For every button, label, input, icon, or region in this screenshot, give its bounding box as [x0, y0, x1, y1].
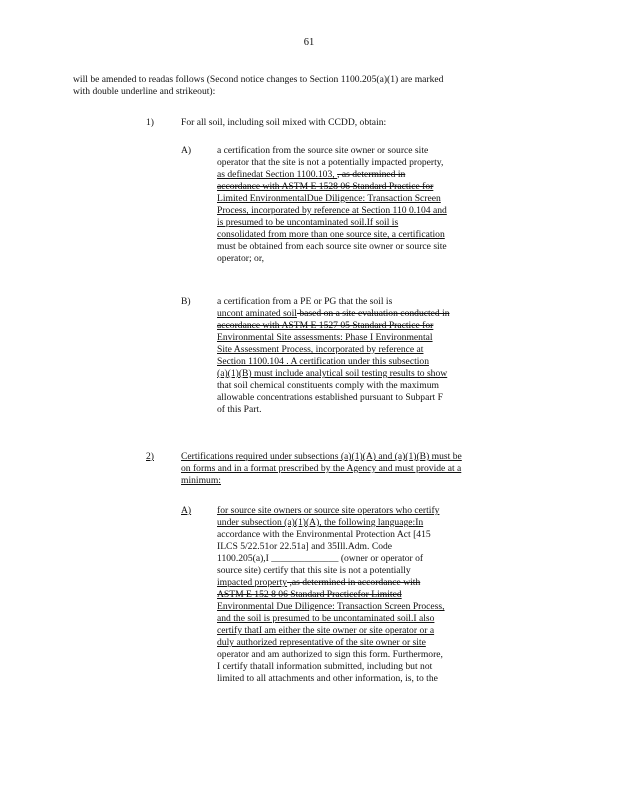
text-run: operator that the site is not a potentially impacted property, [217, 157, 444, 168]
item-2-text [181, 451, 533, 487]
text-line [217, 241, 507, 253]
item-2a-text [217, 505, 507, 685]
underlined-text: and the soil is presumed to be uncontaminated soil.I also [217, 613, 435, 624]
text-line [217, 649, 507, 661]
text-run: 1100.205(a),I ______________ (owner or operator of [217, 553, 424, 564]
text-line [217, 505, 507, 517]
text-run: that soil chemical constituents comply with the maximum [217, 380, 439, 391]
text-line [217, 193, 507, 205]
text-run: a certification from the source site owner or source site [217, 145, 429, 156]
underlined-text: duly authorized representative of the site owner or site [217, 637, 426, 648]
text-line [181, 451, 533, 463]
struck-text: , as determined in [337, 169, 406, 180]
text-line [217, 344, 507, 356]
text-line [217, 253, 507, 265]
underlined-text: Environmental Site assessments: Phase I Environmental [217, 332, 433, 343]
text-run: I certify thatall information submitted, including but not [217, 661, 433, 672]
text-line [217, 169, 507, 181]
intro-line: with double underline and strikeout): [73, 86, 216, 97]
underlined-text: impacted property [217, 577, 288, 588]
item-2a-label: A) [181, 505, 192, 516]
text-line [217, 392, 507, 404]
underlined-text: for source site owners or source site operators who certify [217, 505, 440, 516]
text-run: operator and am authorized to sign this form. Furthermore, [217, 649, 443, 660]
text-line [217, 613, 507, 625]
page-number: 61 [303, 37, 315, 48]
intro-line: will be amended to readas follows (Second notice changes to Section 1100.205(a)(1) are marked [73, 74, 444, 85]
underlined-text: Section 1100.104 . A certification under this subsection [217, 356, 430, 367]
underlined-text: consolidated from more than one source site, a certification [217, 229, 445, 240]
text-line [217, 577, 507, 589]
text-line [217, 368, 507, 380]
underlined-text: Certifications required under subsections (a)(1)(A) and (a)(1)(B) must be [181, 451, 462, 462]
text-run: ILCS 5/22.51or 22.51a] and 35Ill.Adm. Code [217, 541, 393, 552]
underlined-text: (a)(1)(B) must include analytical soil testing results to show [217, 368, 448, 379]
item-1a-label: A) [181, 145, 192, 156]
text-line [217, 217, 507, 229]
text-line [217, 404, 507, 416]
text-line [217, 157, 507, 169]
text-run: allowable concentrations established pursuant to Subpart F [217, 392, 443, 403]
underlined-text: Limited EnvironmentalDue Diligence: Transaction Screen [217, 193, 441, 204]
text-line [217, 332, 507, 344]
text-line [217, 637, 507, 649]
struck-text: based on a site evaluation conducted in [296, 308, 450, 319]
text-line [217, 553, 507, 565]
item-1-label: 1) [146, 117, 154, 128]
underlined-text: Process, incorporated by reference at Section 110 0.104 and [217, 205, 447, 216]
text-line [217, 205, 507, 217]
item-1-text: For all soil, including soil mixed with CCDD, obtain: [181, 117, 387, 128]
item-2-label: 2) [146, 451, 154, 462]
struck-text: ,as determined in accordance with [287, 577, 421, 588]
underlined-text: uncont aminated soil [217, 308, 297, 319]
underlined-text: as definedat Section 1100.103, [217, 169, 338, 180]
struck-text: accordance with ASTM E 1527 05 Standard Practice for [217, 320, 434, 331]
text-run: accordance with the Environmental Protection Act [415 [217, 529, 431, 540]
underlined-text: under subsection (a)(1)(A), the following language:In [217, 517, 424, 528]
text-line [217, 529, 507, 541]
item-1a-text [217, 145, 507, 265]
text-line [217, 308, 507, 320]
underlined-text: minimum: [181, 475, 221, 486]
intro-paragraph [73, 74, 533, 98]
text-line [217, 673, 507, 685]
text-line [217, 145, 507, 157]
text-run: a certification from a PE or PG that the soil is [217, 296, 393, 307]
text-line [217, 356, 507, 368]
text-line [217, 625, 507, 637]
underlined-text: Environmental Due Diligence: Transaction Screen Process, [217, 601, 445, 612]
underlined-text: is presumed to be uncontaminated soil.If soil is [217, 217, 399, 228]
text-run: operator; or, [217, 253, 265, 264]
text-line [217, 380, 507, 392]
text-line [217, 229, 507, 241]
text-run: of this Part. [217, 404, 262, 415]
text-line [217, 601, 507, 613]
item-1b-label: B) [181, 296, 191, 307]
text-line [181, 475, 533, 487]
underlined-text: on forms and in a format prescribed by the Agency and must provide at a [181, 463, 462, 474]
text-line [217, 181, 507, 193]
underlined-text: Site Assessment Process, incorporated by reference at [217, 344, 424, 355]
text-line [217, 661, 507, 673]
text-run: source site) certify that this site is not a potentially [217, 565, 411, 576]
text-line [217, 589, 507, 601]
text-line [217, 541, 507, 553]
text-line [217, 320, 507, 332]
underlined-text: certify thatI am either the site owner or site operator or a [217, 625, 435, 636]
text-run: limited to all attachments and other information, is, to the [217, 673, 438, 684]
item-1b-text [217, 296, 507, 416]
text-line [181, 463, 533, 475]
struck-text: accordance with ASTM E 1528 06 Standard Practice for [217, 181, 434, 192]
text-line [217, 296, 507, 308]
struck-text: ASTM E 152 8 06 Standard Practicefor Limited [217, 589, 402, 600]
text-line [217, 565, 507, 577]
text-run: must be obtained from each source site owner or source site [217, 241, 447, 252]
text-line [217, 517, 507, 529]
